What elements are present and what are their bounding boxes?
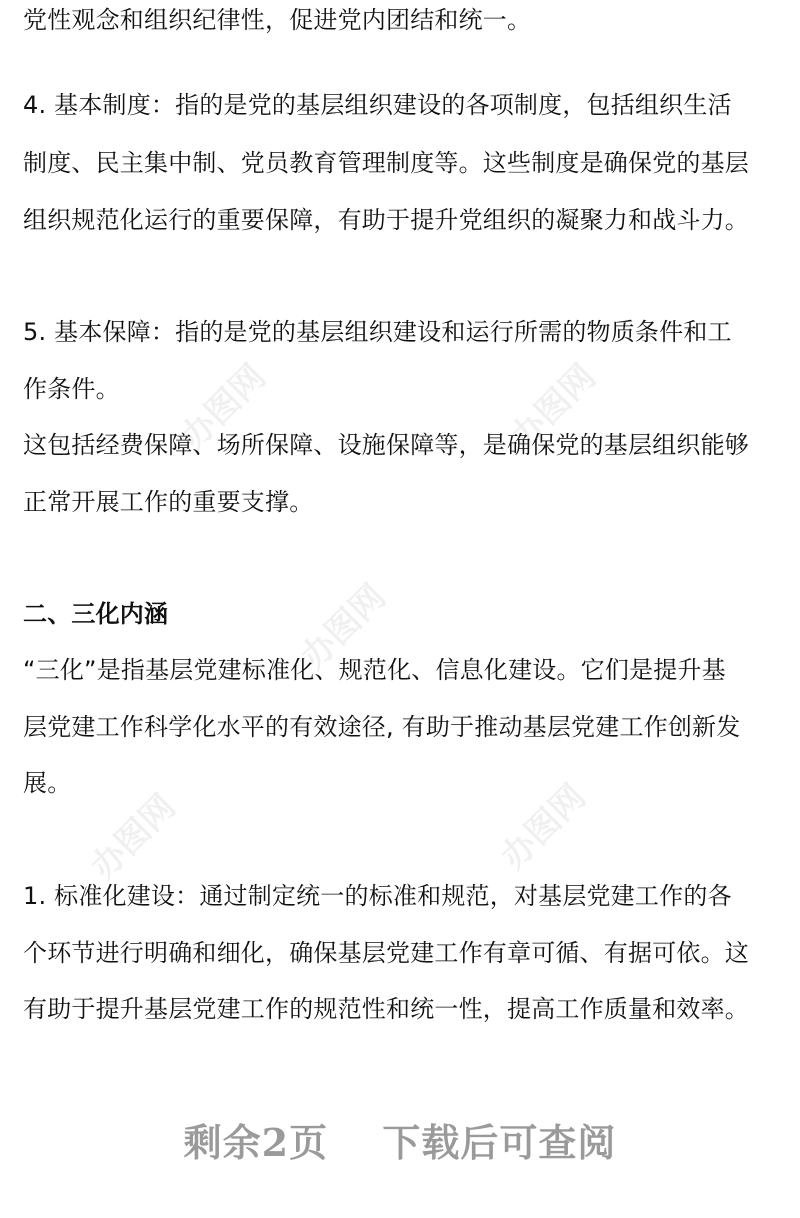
paragraph-line: 党性观念和组织纪律性，促进党内团结和统一。 <box>23 6 532 34</box>
paragraph-line: 个环节进行明确和细化，确保基层党建工作有章可循、有据可依。这 <box>23 939 749 967</box>
paragraph-line: 这包括经费保障、场所保障、设施保障等，是确保党的基层组织能够 <box>23 431 749 459</box>
watermark: 办图网 <box>173 356 274 458</box>
paragraph-line: 1. 标准化建设：通过制定统一的标准和规范，对基层党建工作的各 <box>23 882 732 910</box>
paragraph-line: “三化”是指基层党建标准化、规范化、信息化建设。它们是提升基 <box>23 656 726 684</box>
download-to-view-label: 下载后可查阅 <box>382 1120 617 1165</box>
watermark: 办图网 <box>83 786 184 888</box>
paragraph-line: 作条件。 <box>23 375 120 403</box>
paragraph-line: 展。 <box>23 769 72 797</box>
paragraph-line: 4. 基本制度：指的是党的基层组织建设的各项制度，包括组织生活 <box>23 91 732 119</box>
paragraph-line: 制度、民主集中制、党员教育管理制度等。这些制度是确保党的基层 <box>23 149 749 177</box>
paragraph-line: 5. 基本保障：指的是党的基层组织建设和运行所需的物质条件和工 <box>23 318 732 346</box>
paragraph-line: 有助于提升基层党建工作的规范性和统一性，提高工作质量和效率。 <box>23 995 749 1023</box>
paragraph-line: 组织规范化运行的重要保障，有助于提升党组织的凝聚力和战斗力。 <box>23 206 749 234</box>
section-heading: 二、三化内涵 <box>23 600 169 628</box>
download-prompt[interactable] <box>0 1112 800 1167</box>
watermark: 办图网 <box>493 776 594 878</box>
watermark: 办图网 <box>503 356 604 458</box>
paragraph-line: 正常开展工作的重要支撑。 <box>23 488 314 516</box>
watermark: 办图网 <box>293 576 394 678</box>
remaining-pages-label: 剩余2页 <box>183 1120 329 1165</box>
paragraph-line: 层党建工作科学化水平的有效途径, 有助于推动基层党建工作创新发 <box>23 713 741 741</box>
